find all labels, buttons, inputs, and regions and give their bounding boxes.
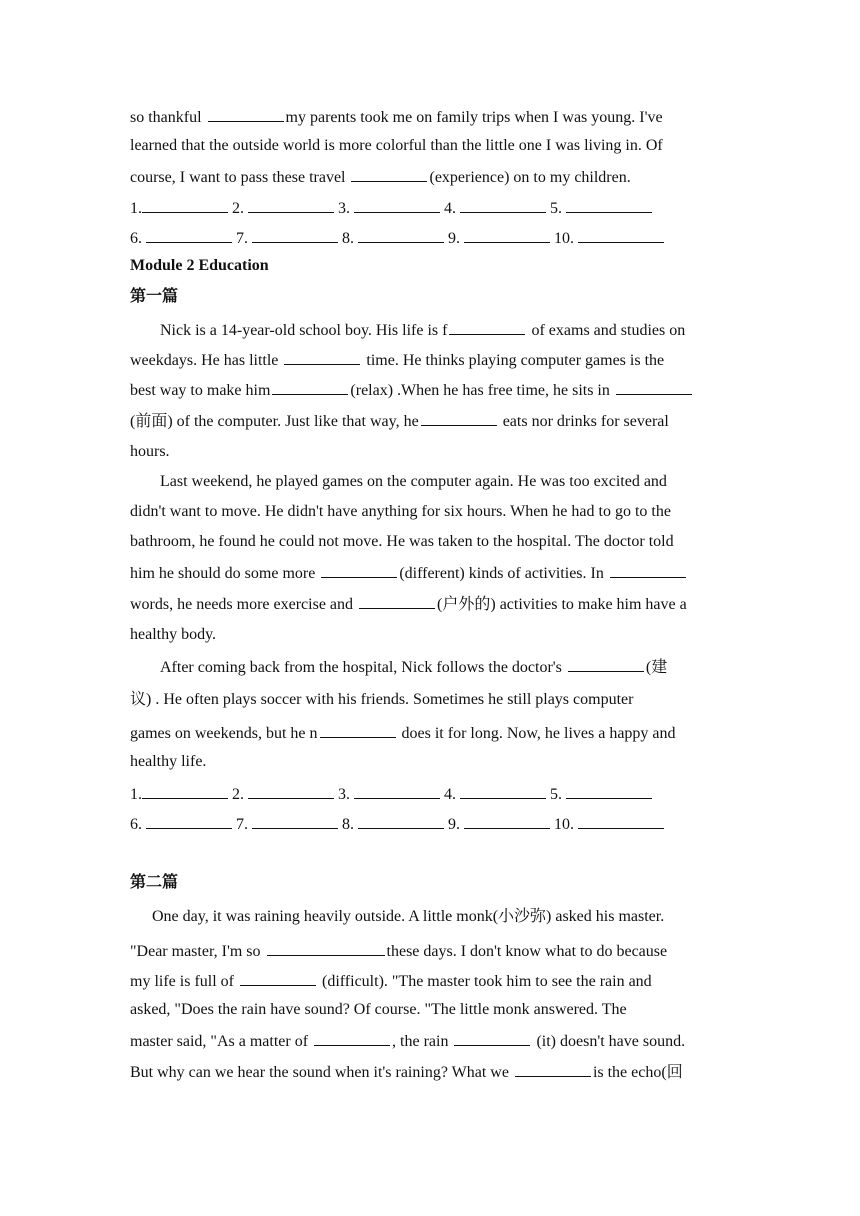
answer-blank [566, 197, 652, 213]
text: time. He thinks playing computer games is the [362, 352, 665, 369]
text-line [130, 166, 631, 188]
answer-blank [146, 227, 232, 243]
answer-label: 7. [236, 230, 248, 247]
text: , the rain [392, 1033, 453, 1050]
text-line [130, 1030, 685, 1052]
text-line [130, 410, 669, 432]
text-line: Last weekend, he played games on the computer again. He was too excited and [160, 473, 667, 490]
answer-label: 5. [550, 200, 562, 217]
answer-label: 2. [232, 200, 244, 217]
text-line [130, 722, 676, 744]
text: (experience) on to my children. [429, 169, 631, 186]
text: games on weekends, but he n [130, 725, 318, 742]
text: master said, "As a matter of [130, 1033, 313, 1050]
answer-blank [284, 349, 360, 365]
text: learned that the outside world is more colorful than the little one I was living in. Of [130, 137, 663, 154]
text: is the echo(回 [592, 1064, 683, 1081]
answer-label: 2. [232, 786, 244, 803]
text: my parents took me on family trips when I was young. I've [285, 109, 663, 126]
text: weekdays. He has little [130, 352, 283, 369]
answer-row [130, 813, 664, 835]
answer-blank [321, 562, 397, 578]
answer-row [130, 227, 664, 249]
text-line [160, 319, 685, 341]
answer-blank [515, 1061, 591, 1077]
text-line: healthy body. [130, 626, 217, 643]
text: words, he needs more exercise and [130, 596, 358, 613]
text-line [130, 1061, 683, 1083]
text-line [130, 106, 663, 128]
text: does it for long. Now, he lives a happy and [397, 725, 676, 742]
text-line: One day, it was raining heavily outside. A little monk(小沙弥) asked his master. [152, 908, 665, 925]
answer-row [130, 783, 652, 805]
answer-label: 5. [550, 786, 562, 803]
answer-blank [566, 783, 652, 799]
text: "Dear master, I'm so [130, 943, 265, 960]
answer-blank [142, 783, 228, 799]
text: After coming back from the hospital, Nick follows the doctor's [160, 659, 566, 676]
text: (difficult). "The master took him to see the rain and [317, 973, 652, 990]
answer-blank [320, 722, 396, 738]
answer-label: 7. [236, 816, 248, 833]
text: of exams and studies on [527, 322, 686, 339]
answer-label: 8. [342, 816, 354, 833]
module-title: Module 2 Education [130, 257, 269, 274]
answer-blank [354, 783, 440, 799]
answer-blank [240, 970, 316, 986]
text-line: 议) . He often plays soccer with his friends. Sometimes he still plays computer [130, 691, 634, 708]
text-line [130, 593, 687, 615]
text: eats nor drinks for several [498, 413, 669, 430]
text: best way to make him [130, 382, 271, 399]
answer-blank [272, 379, 348, 395]
text: (it) doesn't have sound. [532, 1033, 686, 1050]
answer-blank [464, 227, 550, 243]
answer-label: 8. [342, 230, 354, 247]
text-line [130, 136, 663, 156]
text-line [130, 349, 664, 371]
text-line [130, 562, 688, 584]
answer-blank [314, 1030, 390, 1046]
answer-blank [252, 813, 338, 829]
answer-label: 9. [448, 230, 460, 247]
answer-blank [578, 227, 664, 243]
answer-blank [146, 813, 232, 829]
answer-label: 6. [130, 230, 142, 247]
passage-heading: 第二篇 [130, 874, 179, 891]
answer-label: 3. [338, 786, 350, 803]
text: so thankful [130, 109, 206, 126]
answer-blank [358, 813, 444, 829]
text: him he should do some more [130, 565, 320, 582]
answer-label: 4. [444, 786, 456, 803]
text: (前面) of the computer. Just like that way, he [130, 413, 419, 430]
answer-label: 1. [130, 786, 142, 803]
answer-blank [449, 319, 525, 335]
answer-blank [568, 656, 644, 672]
answer-blank [578, 813, 664, 829]
text: (建 [645, 659, 668, 676]
answer-blank [354, 197, 440, 213]
answer-label: 3. [338, 200, 350, 217]
text: But why can we hear the sound when it's raining? What we [130, 1064, 513, 1081]
text-line [130, 940, 667, 962]
text: course, I want to pass these travel [130, 169, 350, 186]
text-line [130, 379, 694, 401]
answer-blank [208, 106, 284, 122]
text-line: bathroom, he found he could not move. He was taken to the hospital. The doctor told [130, 533, 674, 550]
answer-label: 1. [130, 200, 142, 217]
answer-blank [616, 379, 692, 395]
passage-heading: 第一篇 [130, 288, 179, 305]
answer-blank [460, 197, 546, 213]
answer-blank [142, 197, 228, 213]
text: (different) kinds of activities. In [399, 565, 608, 582]
answer-blank [248, 197, 334, 213]
answer-label: 4. [444, 200, 456, 217]
answer-label: 6. [130, 816, 142, 833]
text-line: healthy life. [130, 753, 207, 770]
answer-label: 10. [554, 230, 574, 247]
answer-row [130, 197, 652, 219]
text-line [130, 970, 652, 992]
answer-blank [248, 783, 334, 799]
answer-label: 9. [448, 816, 460, 833]
answer-blank [267, 940, 385, 956]
answer-blank [454, 1030, 530, 1046]
text-line: hours. [130, 443, 170, 460]
answer-blank [464, 813, 550, 829]
text-line [160, 656, 667, 678]
text: (户外的) activities to make him have a [437, 596, 687, 613]
text: these days. I don't know what to do because [386, 943, 668, 960]
answer-blank [359, 593, 435, 609]
answer-blank [460, 783, 546, 799]
answer-label: 10. [554, 816, 574, 833]
text: Nick is a 14-year-old school boy. His life is f [160, 322, 448, 339]
answer-blank [358, 227, 444, 243]
answer-blank [252, 227, 338, 243]
text: (relax) .When he has free time, he sits in [350, 382, 614, 399]
answer-blank [351, 166, 427, 182]
text-line: asked, "Does the rain have sound? Of course. "The little monk answered. The [130, 1001, 627, 1018]
text-line: didn't want to move. He didn't have anything for six hours. When he had to go to the [130, 503, 671, 520]
answer-blank [610, 562, 686, 578]
answer-blank [421, 410, 497, 426]
text: my life is full of [130, 973, 238, 990]
